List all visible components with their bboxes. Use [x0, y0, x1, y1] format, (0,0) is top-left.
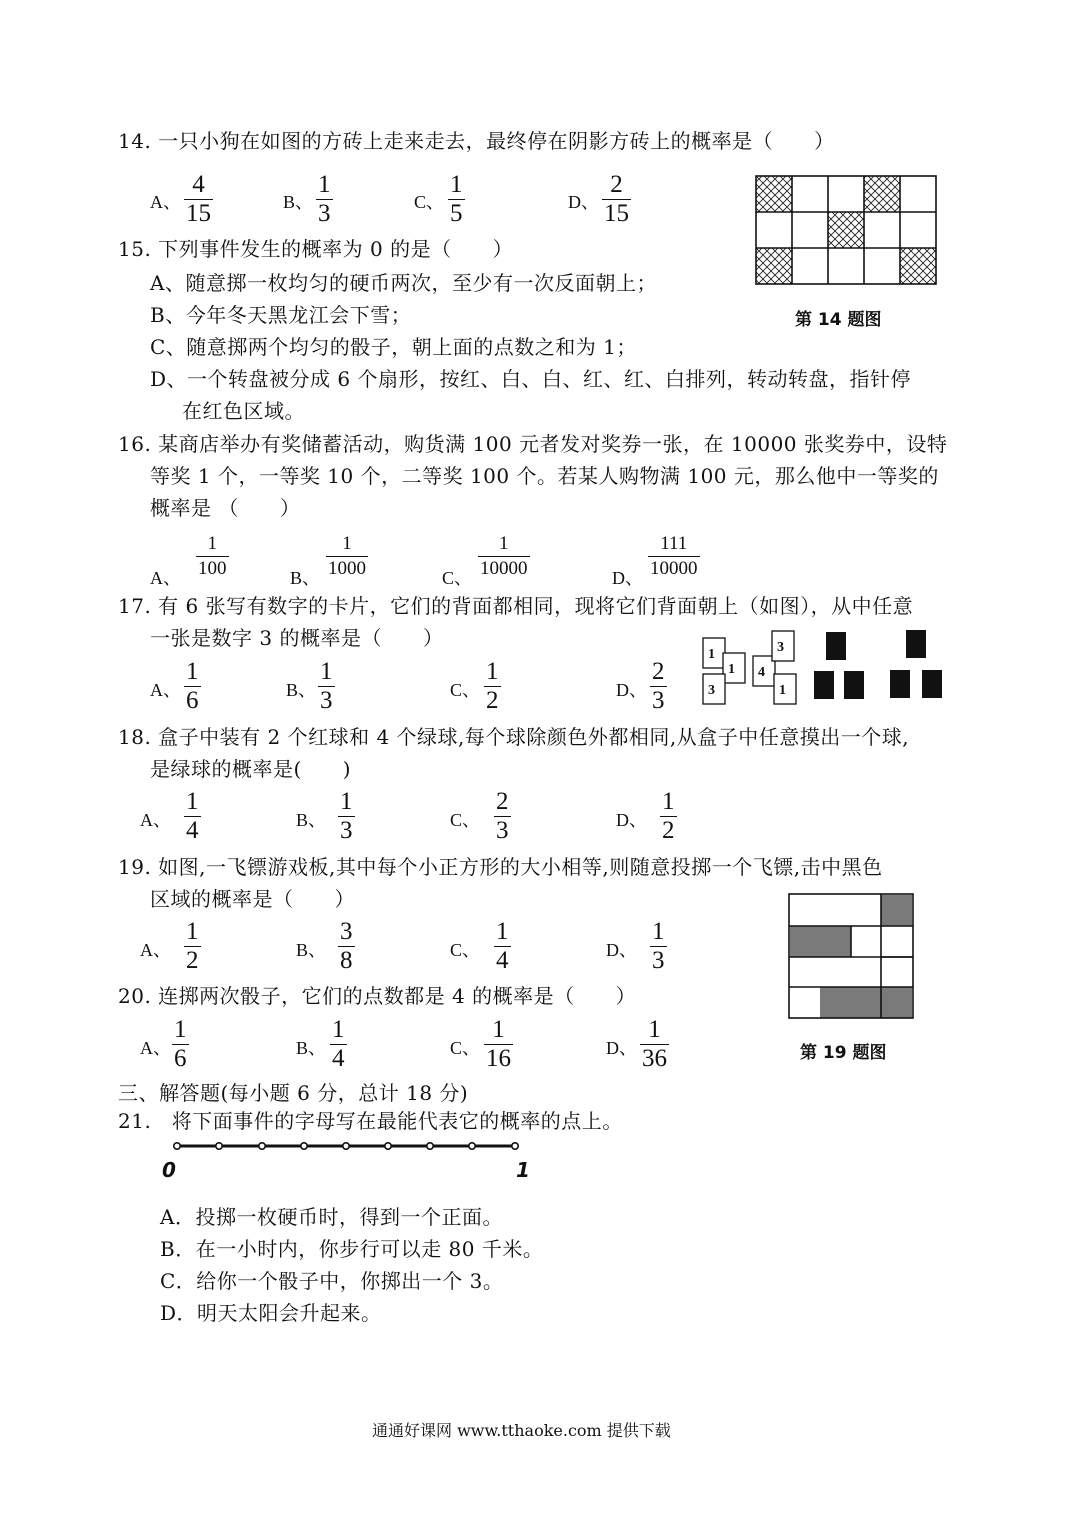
- q19-option-a-fraction: $\frac{1}{2}$: [186, 918, 199, 974]
- q14-option-b-label: B、: [283, 192, 314, 212]
- q19-line2: 区域的概率是（ ）: [150, 887, 355, 911]
- q17-option-c-label: C、: [450, 680, 481, 700]
- q21-scale-label-1: 1: [516, 1158, 530, 1182]
- q21-scale-label-0: 0: [162, 1158, 176, 1182]
- q14-figure-caption: 第 14 题图: [795, 310, 882, 330]
- q20-option-b-fraction: $\frac{1}{4}$: [332, 1016, 345, 1072]
- q21-event-b: B．在一小时内，你步行可以走 80 千米。: [160, 1237, 544, 1261]
- q16-line3: 概率是 （ ）: [150, 496, 301, 520]
- svg-text:3: 3: [777, 640, 784, 655]
- q17-option-a-fraction: $\frac{1}{6}$: [186, 658, 199, 714]
- q17-option-d-fraction: $\frac{2}{3}$: [652, 658, 665, 714]
- q15-option-a: A、随意掷一枚均匀的硬币两次，至少有一次反面朝上；: [150, 271, 657, 295]
- q17-cards-figure: [700, 628, 948, 708]
- q18-option-a-fraction: $\frac{1}{4}$: [186, 788, 199, 844]
- svg-text:1: 1: [728, 662, 735, 677]
- page-footer: 通通好课网 www.tthaoke.com 提供下载: [372, 1421, 671, 1440]
- q19-option-c-label: C、: [450, 940, 481, 960]
- svg-text:1: 1: [708, 647, 715, 662]
- q16-option-c-fraction: $\frac{1}{10000}$: [480, 533, 528, 579]
- q15-stem: 15. 下列事件发生的概率为 0 的是（ ）: [118, 237, 514, 261]
- q17-line2: 一张是数字 3 的概率是（ ）: [150, 626, 444, 650]
- q17-card-face: [703, 638, 725, 668]
- q19-option-d-fraction: $\frac{1}{3}$: [652, 918, 665, 974]
- q15-option-d-line1: D、一个转盘被分成 6 个扇形，按红、白、白、红、红、白排列，转动转盘，指针停: [150, 367, 911, 391]
- q16-option-b-fraction: $\frac{1}{1000}$: [328, 533, 366, 579]
- q19-dartboard-figure: [788, 893, 916, 1021]
- q17-card-face: [703, 674, 725, 704]
- q17-card-face: [772, 631, 794, 661]
- q18-option-b-label: B、: [296, 810, 327, 830]
- q20-option-d-fraction: $\frac{1}{36}$: [642, 1016, 667, 1072]
- q18-option-d-label: D、: [616, 810, 647, 830]
- q19-option-d-label: D、: [606, 940, 637, 960]
- q18-option-b-fraction: $\frac{1}{3}$: [340, 788, 353, 844]
- q16-option-d-label: D、: [612, 568, 643, 588]
- q14-option-a-label: A、: [150, 192, 181, 212]
- q14-shaded-tiles: [756, 176, 936, 284]
- q21-stem: 21. 将下面事件的字母写在最能代表它的概率的点上。: [118, 1109, 623, 1133]
- q19-option-b-label: B、: [296, 940, 327, 960]
- q17-line1: 17. 有 6 张写有数字的卡片，它们的背面都相同，现将它们背面朝上（如图），从中任意: [118, 594, 914, 618]
- q15-option-b: B、今年冬天黑龙江会下雪；: [150, 303, 412, 327]
- q16-option-a-fraction: $\frac{1}{100}$: [198, 533, 227, 579]
- q18-line1: 18. 盒子中装有 2 个红球和 4 个绿球,每个球除颜色外都相同,从盒子中任意摸出一个球,: [118, 725, 910, 749]
- q20-option-b-label: B、: [296, 1038, 327, 1058]
- q14-option-d-label: D、: [568, 192, 599, 212]
- q14-option-c-fraction: $\frac{1}{5}$: [450, 171, 463, 227]
- q19-option-b-fraction: $\frac{3}{8}$: [340, 918, 353, 974]
- q17-card-face: [723, 653, 745, 683]
- q16-line2: 等奖 1 个，一等奖 10 个，二等奖 100 个。若某人购物满 100 元，那么他中一等奖的: [150, 464, 939, 488]
- q19-option-c-fraction: $\frac{1}{4}$: [496, 918, 509, 974]
- q18-option-a-label: A、: [140, 810, 171, 830]
- q18-line2: 是绿球的概率是( ): [150, 757, 352, 781]
- q20-option-d-label: D、: [606, 1038, 637, 1058]
- q16-option-b-label: B、: [290, 568, 321, 588]
- q15-option-c: C、随意掷两个均匀的骰子，朝上面的点数之和为 1；: [150, 335, 637, 359]
- q19-figure-caption: 第 19 题图: [800, 1043, 887, 1063]
- q20-option-c-fraction: $\frac{1}{16}$: [486, 1016, 511, 1072]
- q19-option-a-label: A、: [140, 940, 171, 960]
- q14-tile-grid-figure: [755, 175, 937, 285]
- q21-event-c: C．给你一个骰子中，你掷出一个 3。: [160, 1269, 504, 1293]
- q18-option-c-label: C、: [450, 810, 481, 830]
- q17-option-b-label: B、: [286, 680, 317, 700]
- q14-option-b-fraction: $\frac{1}{3}$: [318, 171, 331, 227]
- q20-stem: 20. 连掷两次骰子，它们的点数都是 4 的概率是（ ）: [118, 984, 637, 1008]
- q14-option-a-fraction: $\frac{4}{15}$: [186, 171, 211, 227]
- q15-option-d-line2: 在红色区域。: [182, 399, 305, 423]
- q16-option-c-label: C、: [442, 568, 473, 588]
- q17-card-face: [774, 674, 796, 704]
- q20-option-a-fraction: $\frac{1}{6}$: [174, 1016, 187, 1072]
- svg-text:1: 1: [779, 683, 786, 698]
- q21-event-d: D．明天太阳会升起来。: [160, 1301, 382, 1325]
- q17-option-a-label: A、: [150, 680, 181, 700]
- q16-option-d-fraction: $\frac{111}{10000}$: [650, 533, 698, 579]
- q14-stem: 14. 一只小狗在如图的方砖上走来走去，最终停在阴影方砖上的概率是（ ）: [118, 129, 835, 153]
- q17-option-c-fraction: $\frac{1}{2}$: [486, 658, 499, 714]
- q16-option-a-label: A、: [150, 568, 181, 588]
- section-heading: 三、解答题(每小题 6 分，总计 18 分): [118, 1081, 469, 1105]
- svg-text:3: 3: [708, 683, 715, 698]
- q18-option-c-fraction: $\frac{2}{3}$: [496, 788, 509, 844]
- q16-line1: 16. 某商店举办有奖储蓄活动，购货满 100 元者发对奖券一张，在 10000 张奖券中，设特: [118, 432, 948, 456]
- q17-option-d-label: D、: [616, 680, 647, 700]
- svg-text:4: 4: [758, 665, 765, 680]
- q19-line1: 19. 如图,一飞镖游戏板,其中每个小正方形的大小相等,则随意投掷一个飞镖,击中黑色: [118, 855, 883, 879]
- q14-option-d-fraction: $\frac{2}{15}$: [604, 171, 629, 227]
- q20-option-c-label: C、: [450, 1038, 481, 1058]
- q21-probability-scale: [170, 1138, 530, 1160]
- q17-face-down-cards: [814, 630, 942, 699]
- q20-option-a-label: A、: [140, 1038, 171, 1058]
- q21-event-a: A．投掷一枚硬币时，得到一个正面。: [160, 1205, 503, 1229]
- q18-option-d-fraction: $\frac{1}{2}$: [662, 788, 675, 844]
- q14-option-c-label: C、: [414, 192, 445, 212]
- q17-option-b-fraction: $\frac{1}{3}$: [320, 658, 333, 714]
